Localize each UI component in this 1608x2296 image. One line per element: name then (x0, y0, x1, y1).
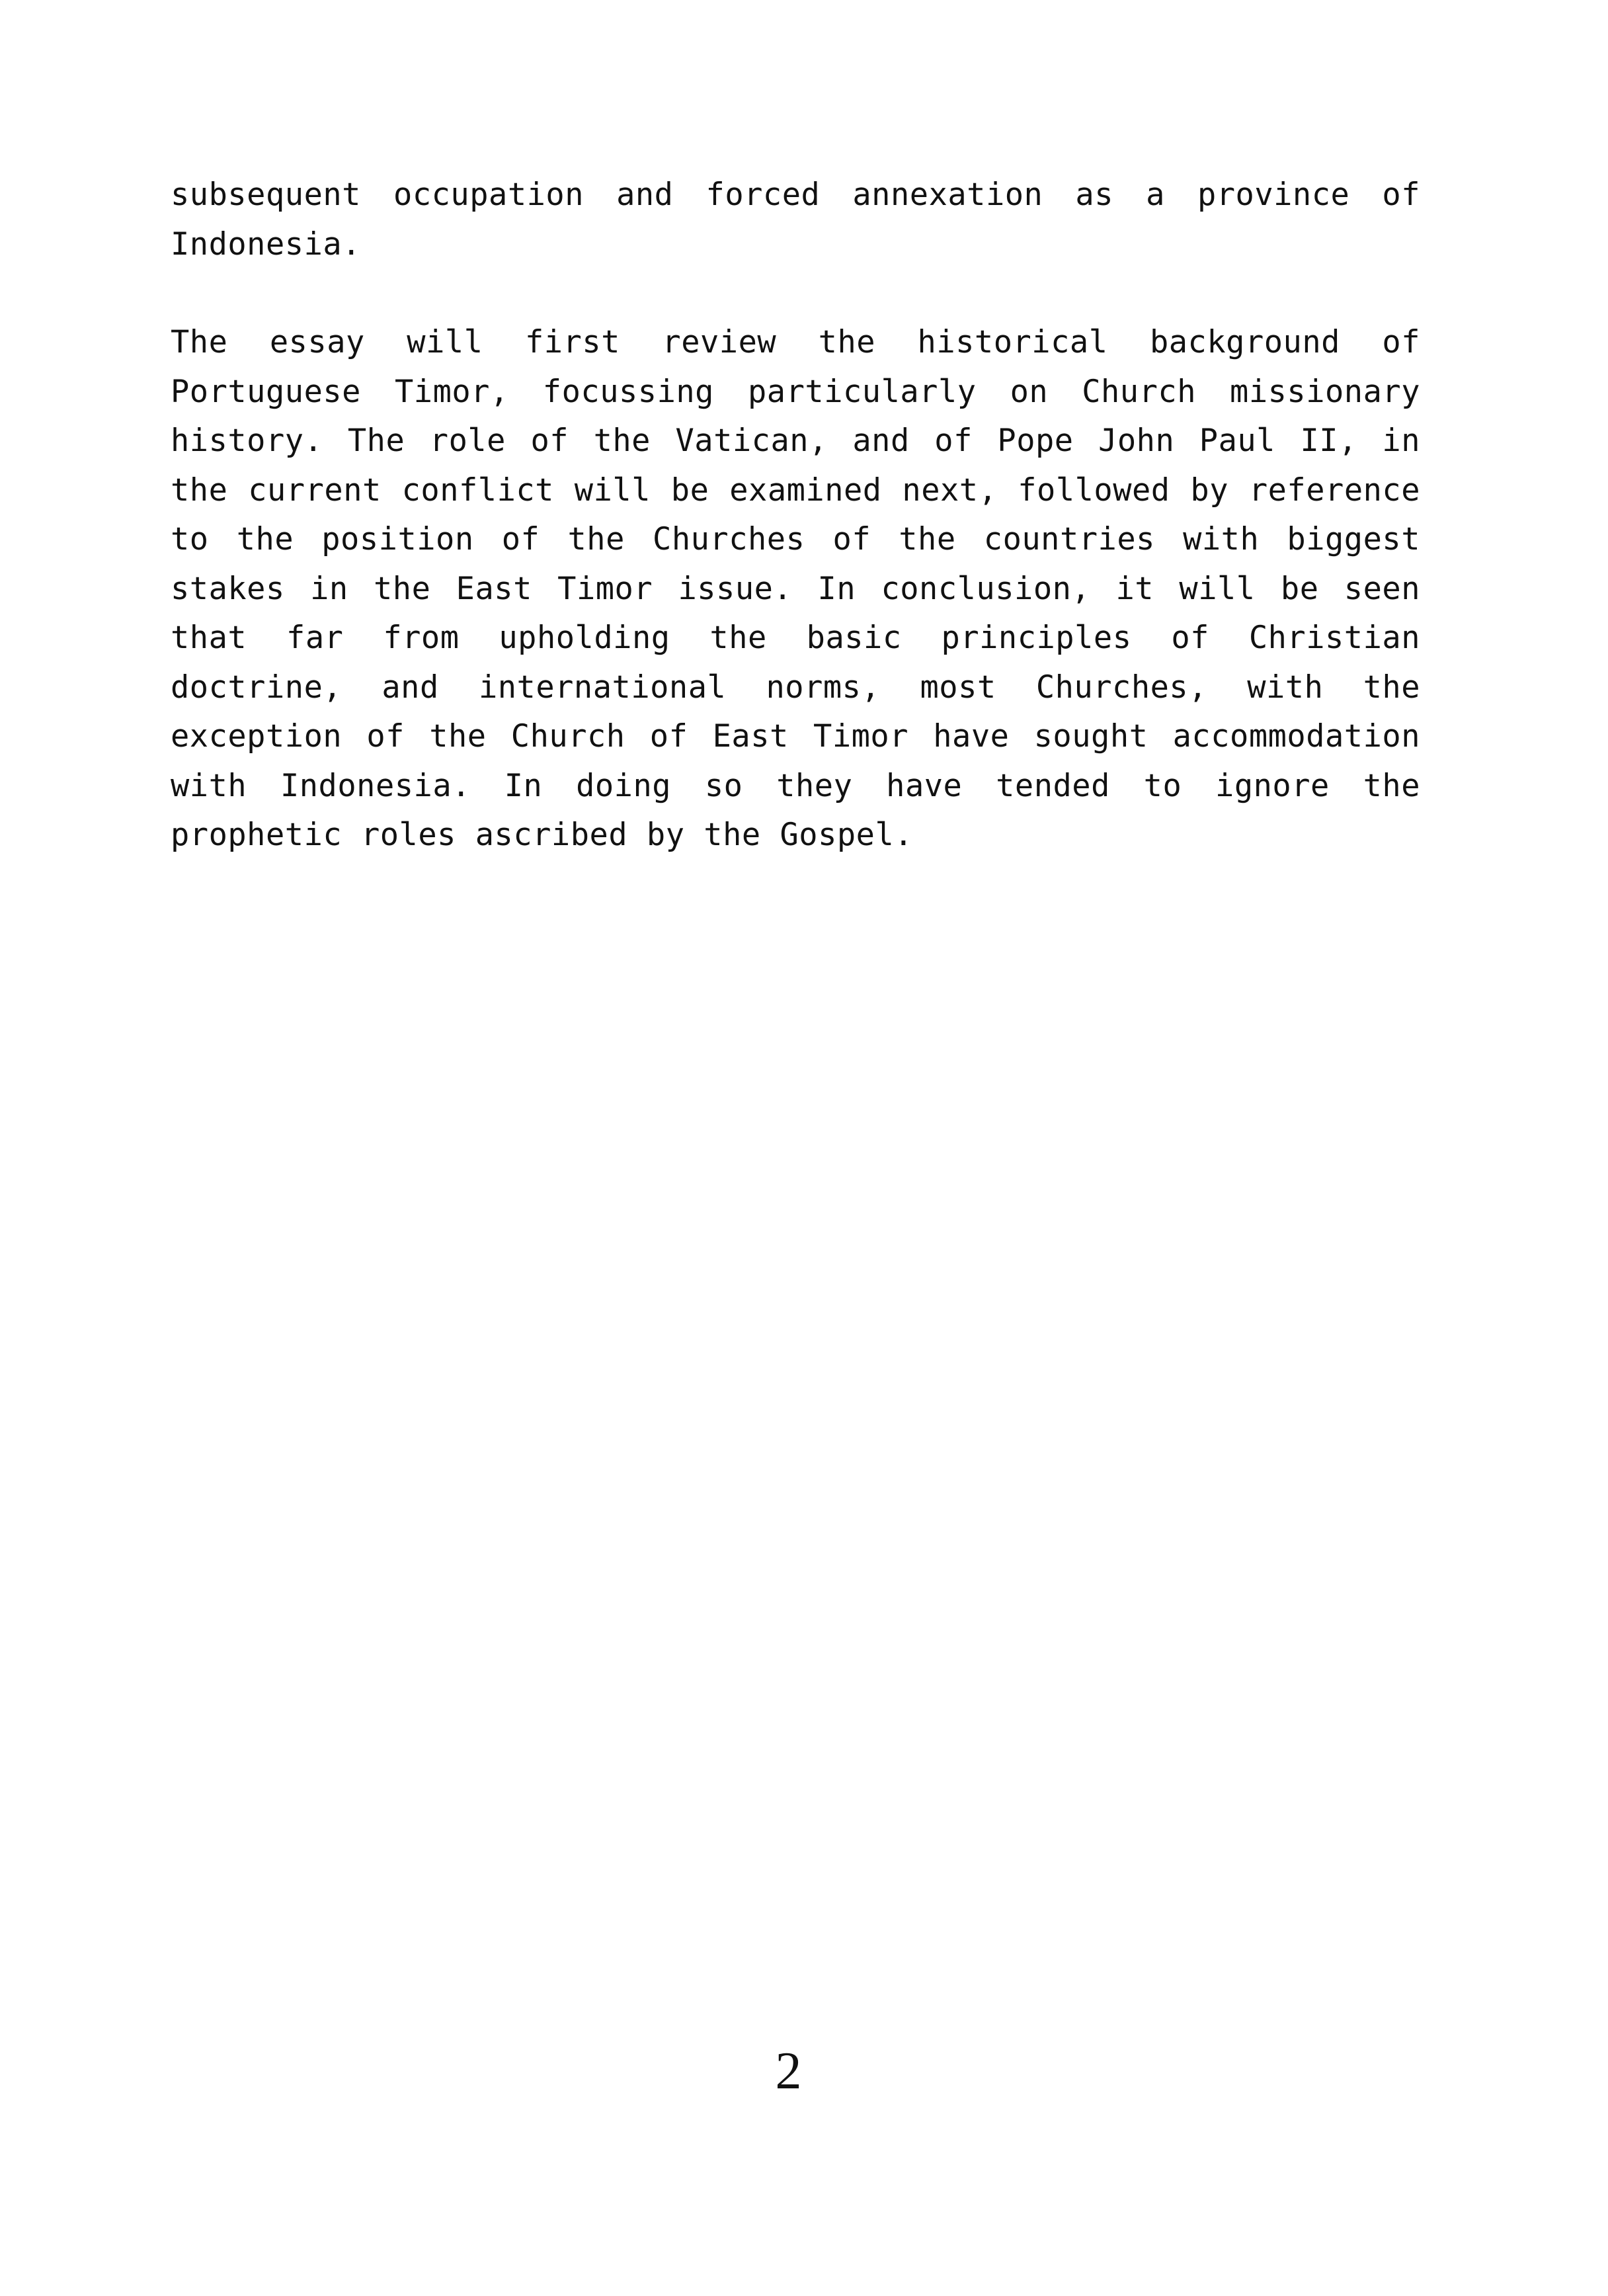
paragraph-line: the current conflict will be examined next, followed by reference (171, 472, 1420, 509)
page-number: 2 (775, 2042, 802, 2100)
paragraph-line: with Indonesia. In doing so they have tended to ignore the (171, 767, 1420, 804)
paragraph-line: Portuguese Timor, focussing particularly on Church missionary (171, 373, 1420, 410)
paragraph-line: subsequent occupation and forced annexation as a province of (171, 177, 1420, 213)
paragraph-2 (171, 318, 1420, 860)
paragraph-line: that far from upholding the basic principles of Christian (171, 620, 1420, 656)
paragraph-line: stakes in the East Timor issue. In conclusion, it will be seen (171, 570, 1420, 607)
paragraph-1 (171, 171, 1420, 269)
paragraph-line: doctrine, and international norms, most Churches, with the (171, 669, 1420, 706)
paragraph-line: history. The role of the Vatican, and of Pope John Paul II, in (171, 423, 1420, 459)
paragraph-line: Indonesia. (171, 226, 361, 263)
paragraph-line: The essay will first review the historical background of (171, 324, 1420, 360)
paragraph-line: exception of the Church of East Timor have sought accommodation (171, 718, 1420, 755)
paragraph-line: to the position of the Churches of the countries with biggest (171, 521, 1420, 557)
paragraph-line: prophetic roles ascribed by the Gospel. (171, 817, 914, 853)
